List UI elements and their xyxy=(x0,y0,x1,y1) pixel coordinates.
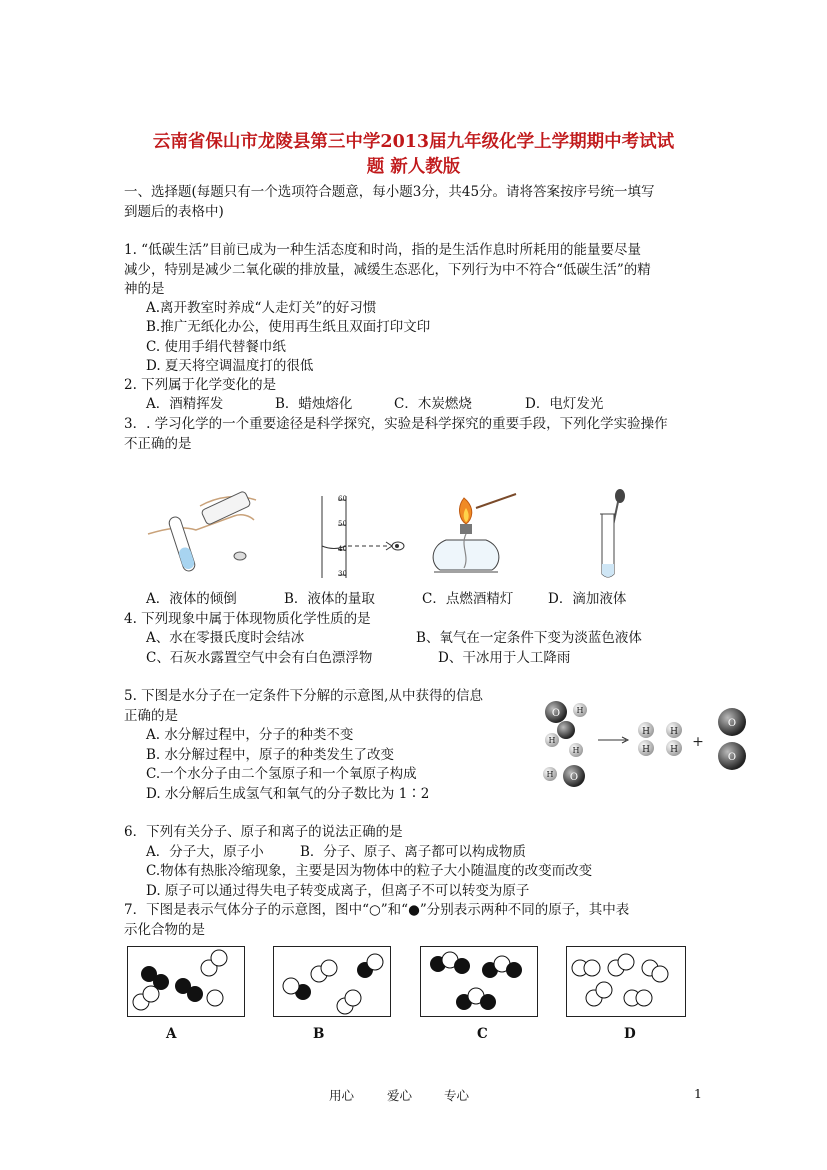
cylinder-tick-40: 40 xyxy=(338,545,347,553)
section-header-cont: 到题后的表格中) xyxy=(124,204,224,220)
cylinder-tick-50: 50 xyxy=(338,520,347,528)
atom-h-label: H xyxy=(576,706,584,715)
q2-option-d: D．电灯发光 xyxy=(525,396,604,412)
q6-option-c: C.物体有热胀冷缩现象，主要是因为物体中的粒子大小随温度的改变而改变 xyxy=(146,863,593,879)
q1-option-b: B.推广无纸化办公，使用再生纸且双面打印文印 xyxy=(146,319,431,335)
q1-stem-cont2: 神的是 xyxy=(124,281,165,297)
doc-title-line1: 云南省保山市龙陵县第三中学2013届九年级化学上学期期中考试试 xyxy=(152,132,675,152)
alcohol-lamp-figure xyxy=(426,490,526,582)
q5-stem-cont: 正确的是 xyxy=(124,708,178,724)
atom-h-label: H xyxy=(642,745,650,755)
q4-stem: 4. 下列现象中属于体现物质化学性质的是 xyxy=(124,611,371,627)
q2-option-c: C．木炭燃烧 xyxy=(394,396,472,412)
q4-option-a: A、水在零摄氏度时会结冰 xyxy=(146,630,305,646)
hydrogen-molecules xyxy=(638,722,682,756)
atom-h-label: H xyxy=(546,770,554,779)
box-label-c: C xyxy=(477,1026,488,1042)
q6-option-a: A．分子大，原子小 xyxy=(146,844,264,860)
atom-h-label: H xyxy=(642,727,650,737)
atom-o-label: O xyxy=(727,718,737,729)
q1-stem: 1. “低碳生活”目前已成为一种生活态度和时尚，指的是生活作息时所耗用的能量要尽量 xyxy=(124,242,641,258)
q3-option-a: A．液体的倾倒 xyxy=(146,591,237,607)
gas-box-a xyxy=(127,946,245,1018)
water-molecule-3 xyxy=(543,765,585,787)
doc-title-line2: 题 新人教版 xyxy=(366,157,461,177)
q4-option-d: D、干冰用于人工降雨 xyxy=(438,650,571,666)
q1-option-d: D. 夏天将空调温度打的很低 xyxy=(146,358,314,374)
q5-option-c: C.一个水分子由二个氢原子和一个氧原子构成 xyxy=(146,766,417,782)
q6-option-d: D. 原子可以通过得失电子转变成离子，但离子不可以转变为原子 xyxy=(146,883,530,899)
box-label-d: D xyxy=(624,1026,636,1042)
reaction-arrow xyxy=(598,737,628,743)
atom-h-label: H xyxy=(548,736,556,745)
graduated-cylinder-figure xyxy=(318,494,418,580)
q6-option-b: B．分子、原子、离子都可以构成物质 xyxy=(300,844,526,860)
q6-stem: 6．下列有关分子、原子和离子的说法正确的是 xyxy=(124,824,403,840)
water-decomposition-figure xyxy=(536,700,768,790)
plus-sign: + xyxy=(692,734,704,750)
box-label-b: B xyxy=(313,1026,325,1042)
atom-h-label: H xyxy=(670,745,678,755)
oxygen-molecule xyxy=(718,708,746,770)
q2-stem: 2. 下列属于化学变化的是 xyxy=(124,377,277,393)
q3-option-c: C．点燃酒精灯 xyxy=(422,591,514,607)
q7-stem-cont: 示化合物的是 xyxy=(124,922,205,938)
atom-o-label: O xyxy=(551,708,561,719)
q7-stem: 7．下图是表示气体分子的示意图，图中“○”和“●”分别表示两种不同的原子，其中表 xyxy=(124,902,630,918)
q3-option-d: D．滴加液体 xyxy=(548,591,627,607)
q2-option-a: A．酒精挥发 xyxy=(146,396,224,412)
atom-h-label: H xyxy=(572,746,580,755)
dropper-figure xyxy=(592,488,638,582)
q3-stem: 3．. 学习化学的一个重要途径是科学探究，实验是科学探究的重要手段，下列化学实验操作 xyxy=(124,416,668,432)
footer-word-3: 专心 xyxy=(444,1088,470,1103)
atom-o-label: O xyxy=(727,752,737,763)
q2-option-b: B．蜡烛熔化 xyxy=(275,396,353,412)
box-label-a: A xyxy=(166,1026,177,1042)
water-molecule-2 xyxy=(545,721,583,757)
pouring-liquid-figure xyxy=(138,486,260,576)
cylinder-tick-30: 30 xyxy=(338,570,347,578)
q1-option-a: A.离开教室时养成“人走灯关”的好习惯 xyxy=(146,300,377,316)
q4-option-c: C、石灰水露置空气中会有白色漂浮物 xyxy=(146,650,373,666)
q1-stem-cont: 减少，特别是减少二氧化碳的排放量，减缓生态恶化，下列行为中不符合“低碳生活”的精 xyxy=(124,262,651,278)
footer-word-2: 爱心 xyxy=(387,1088,413,1103)
q5-option-b: B. 水分解过程中，原子的种类发生了改变 xyxy=(146,747,395,763)
q5-stem: 5. 下图是水分子在一定条件下分解的示意图,从中获得的信息 xyxy=(124,688,483,704)
q4-option-b: B、氧气在一定条件下变为淡蓝色液体 xyxy=(416,630,642,646)
gas-box-c xyxy=(420,946,538,1018)
cylinder-tick-60: 60 xyxy=(338,495,347,503)
q5-option-a: A. 水分解过程中，分子的种类不变 xyxy=(146,727,354,743)
q5-option-d: D. 水分解后生成氢气和氧气的分子数比为 1∶2 xyxy=(146,786,430,802)
page-number: 1 xyxy=(694,1086,702,1101)
footer-word-1: 用心 xyxy=(329,1088,355,1103)
gas-box-b xyxy=(273,946,391,1018)
q3-option-b: B．液体的量取 xyxy=(284,591,375,607)
gas-box-d xyxy=(566,946,686,1018)
water-molecule-1 xyxy=(545,701,587,723)
atom-h-label: H xyxy=(670,727,678,737)
section-header: 一、选择题(每题只有一个选项符合题意，每小题3分，共45分。请将答案按序号统一填写 xyxy=(124,184,655,200)
q3-stem-cont: 不正确的是 xyxy=(124,436,192,452)
atom-o-label: O xyxy=(569,772,579,783)
q1-option-c: C. 使用手绢代替餐巾纸 xyxy=(146,339,286,355)
